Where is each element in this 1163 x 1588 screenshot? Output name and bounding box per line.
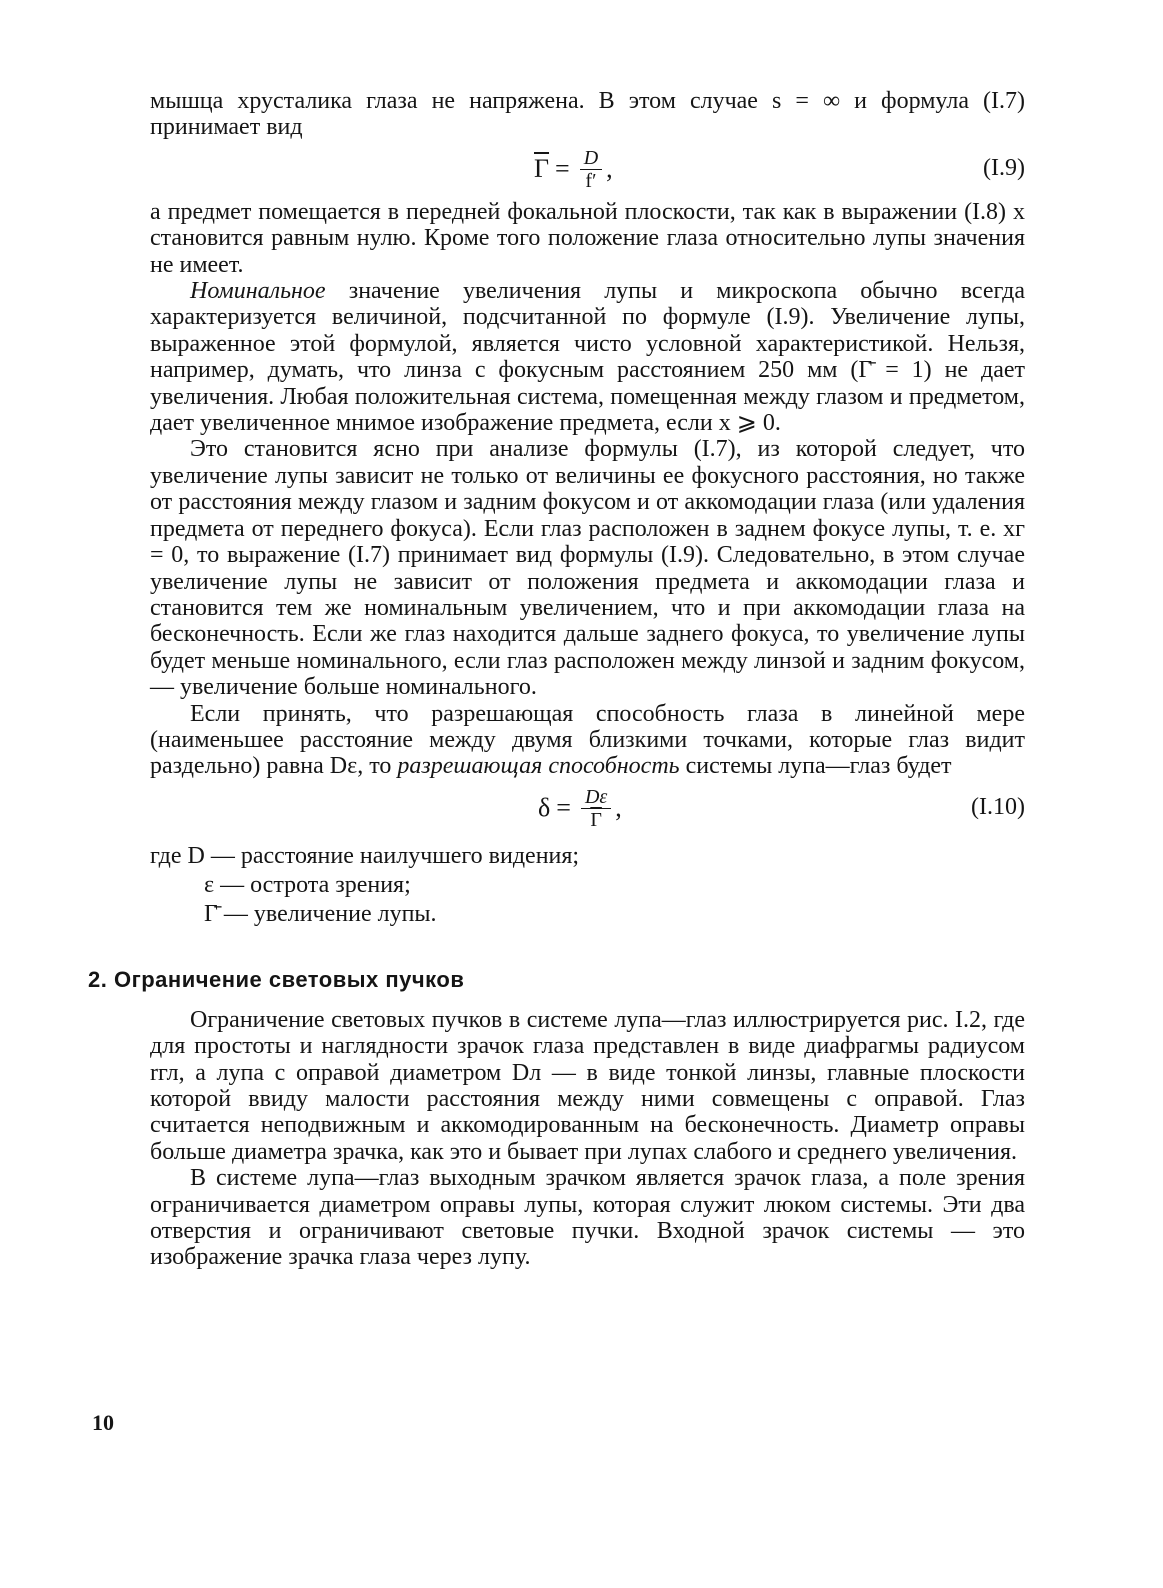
formula-numerator: Dε: [581, 786, 611, 809]
formula-1-10: [150, 780, 1025, 838]
paragraph-5: [150, 701, 1025, 780]
paragraph-2: а предмет помещается в передней фокальной плоскости, так как в выражении (I.8) x становится равным нулю. Кроме того положение глаза относительно лупы значения не имеет.: [150, 198, 1025, 278]
section-heading: 2. Ограничение световых пучков: [88, 966, 465, 992]
formula-numerator: D: [580, 147, 602, 170]
emphasis-resolution: разрешающая способность: [397, 753, 680, 780]
formula-lhs: $\overline{\Gamma}$: [534, 154, 550, 184]
paragraph-5-text-b: системы лупа—глаз будет: [679, 753, 952, 780]
formula-eq: =: [556, 793, 571, 823]
page-number: 10: [92, 1410, 114, 1435]
page-body: [88, 88, 1025, 1271]
where-row-gamma: Γ̄ — увеличение лупы.: [204, 900, 437, 927]
formula-fraction: [580, 147, 602, 192]
formula-1-9: [150, 141, 1025, 199]
emphasis-nominal: Номинальное: [190, 278, 326, 305]
paragraph-5-text-a: Если принять, что разрешающая способность глаза в линейной мере (наименьшее расстояние между двумя близкими точками, которые глаз видит раздельно) равна Dε, то: [150, 700, 1025, 780]
formula-denominator: Γ: [590, 808, 602, 831]
formula-tail: ,: [606, 154, 613, 184]
paragraph-7: В системе лупа—глаз выходным зрачком является зрачок глаза, а поле зрения ограничивается диаметром оправы лупы, которая служит люком системы. Эти два отверстия и ограничивают световые пучки. Входной зрачок системы — это изображение зрачка глаза через лупу.: [150, 1165, 1025, 1271]
formula-eq: =: [555, 154, 570, 184]
formula-tail: ,: [615, 793, 622, 823]
where-list: [150, 842, 1025, 929]
paragraph-4: Это становится ясно при анализе формулы (I.7), из которой следует, что увеличение лупы зависит не только от величины ее фокусного расстояния, но также от расстояния между глазом и задним фокусом и от аккомодации глаза (или удаления предмета от переднего фокуса). Если глаз расположен в заднем фокусе лупы, т. е. xг = 0, то выражение (I.7) принимает вид формулы (I.9). Следовательно, в этом случае увеличение лупы не зависит от положения предмета и аккомодации глаза и становится тем же номинальным увеличением, что и при аккомодации глаза на бесконечность. Если же глаз находится дальше заднего фокуса, то увеличение лупы будет меньше номинального, если глаз расположен между линзой и задним фокусом, — увеличение больше номинального.: [150, 436, 1025, 701]
paragraph-3: [150, 278, 1025, 436]
where-row-epsilon: ε — острота зрения;: [204, 871, 411, 898]
paragraph-1: мышца хрусталика глаза не напряжена. В этом случае s = ∞ и формула (I.7) принимает вид: [150, 88, 1025, 141]
formula-fraction: [581, 786, 611, 831]
paragraph-3-text: значение увеличения лупы и микроскопа обычно всегда характеризуется величиной, подсчитанной по формуле (I.9). Увеличение лупы, выраженное этой формулой, является чисто условной характеристикой. Нельзя, например, думать, что линза с фокусным расстоянием 250 мм (Γ̄ = 1) не дает увеличения. Любая положительная система, помещенная между глазом и предметом, дает увеличенное мнимое изображение предмета, если x ⩾ 0.: [150, 278, 1025, 437]
formula-lhs: δ: [538, 793, 551, 823]
paragraph-6: Ограничение световых пучков в системе лупа—глаз иллюстрируется рис. I.2, где для простоты и наглядности зрачок глаза представлен в виде диафрагмы радиусом rгл, а лупа с оправой диаметром Dл — в виде тонкой линзы, главные плоскости которой ввиду малости расстояния между ними совмещены с оправой. Глаз считается неподвижным и аккомодированным на бесконечность. Диаметр оправы больше диаметра зрачка, как это и бывает при лупах слабого и среднего увеличения.: [150, 1006, 1025, 1165]
formula-number: (I.9): [983, 154, 1025, 181]
formula-denominator: f′: [585, 169, 597, 192]
formula-number: (I.10): [971, 793, 1025, 820]
where-row-d: где D — расстояние наилучшего видения;: [150, 842, 580, 869]
